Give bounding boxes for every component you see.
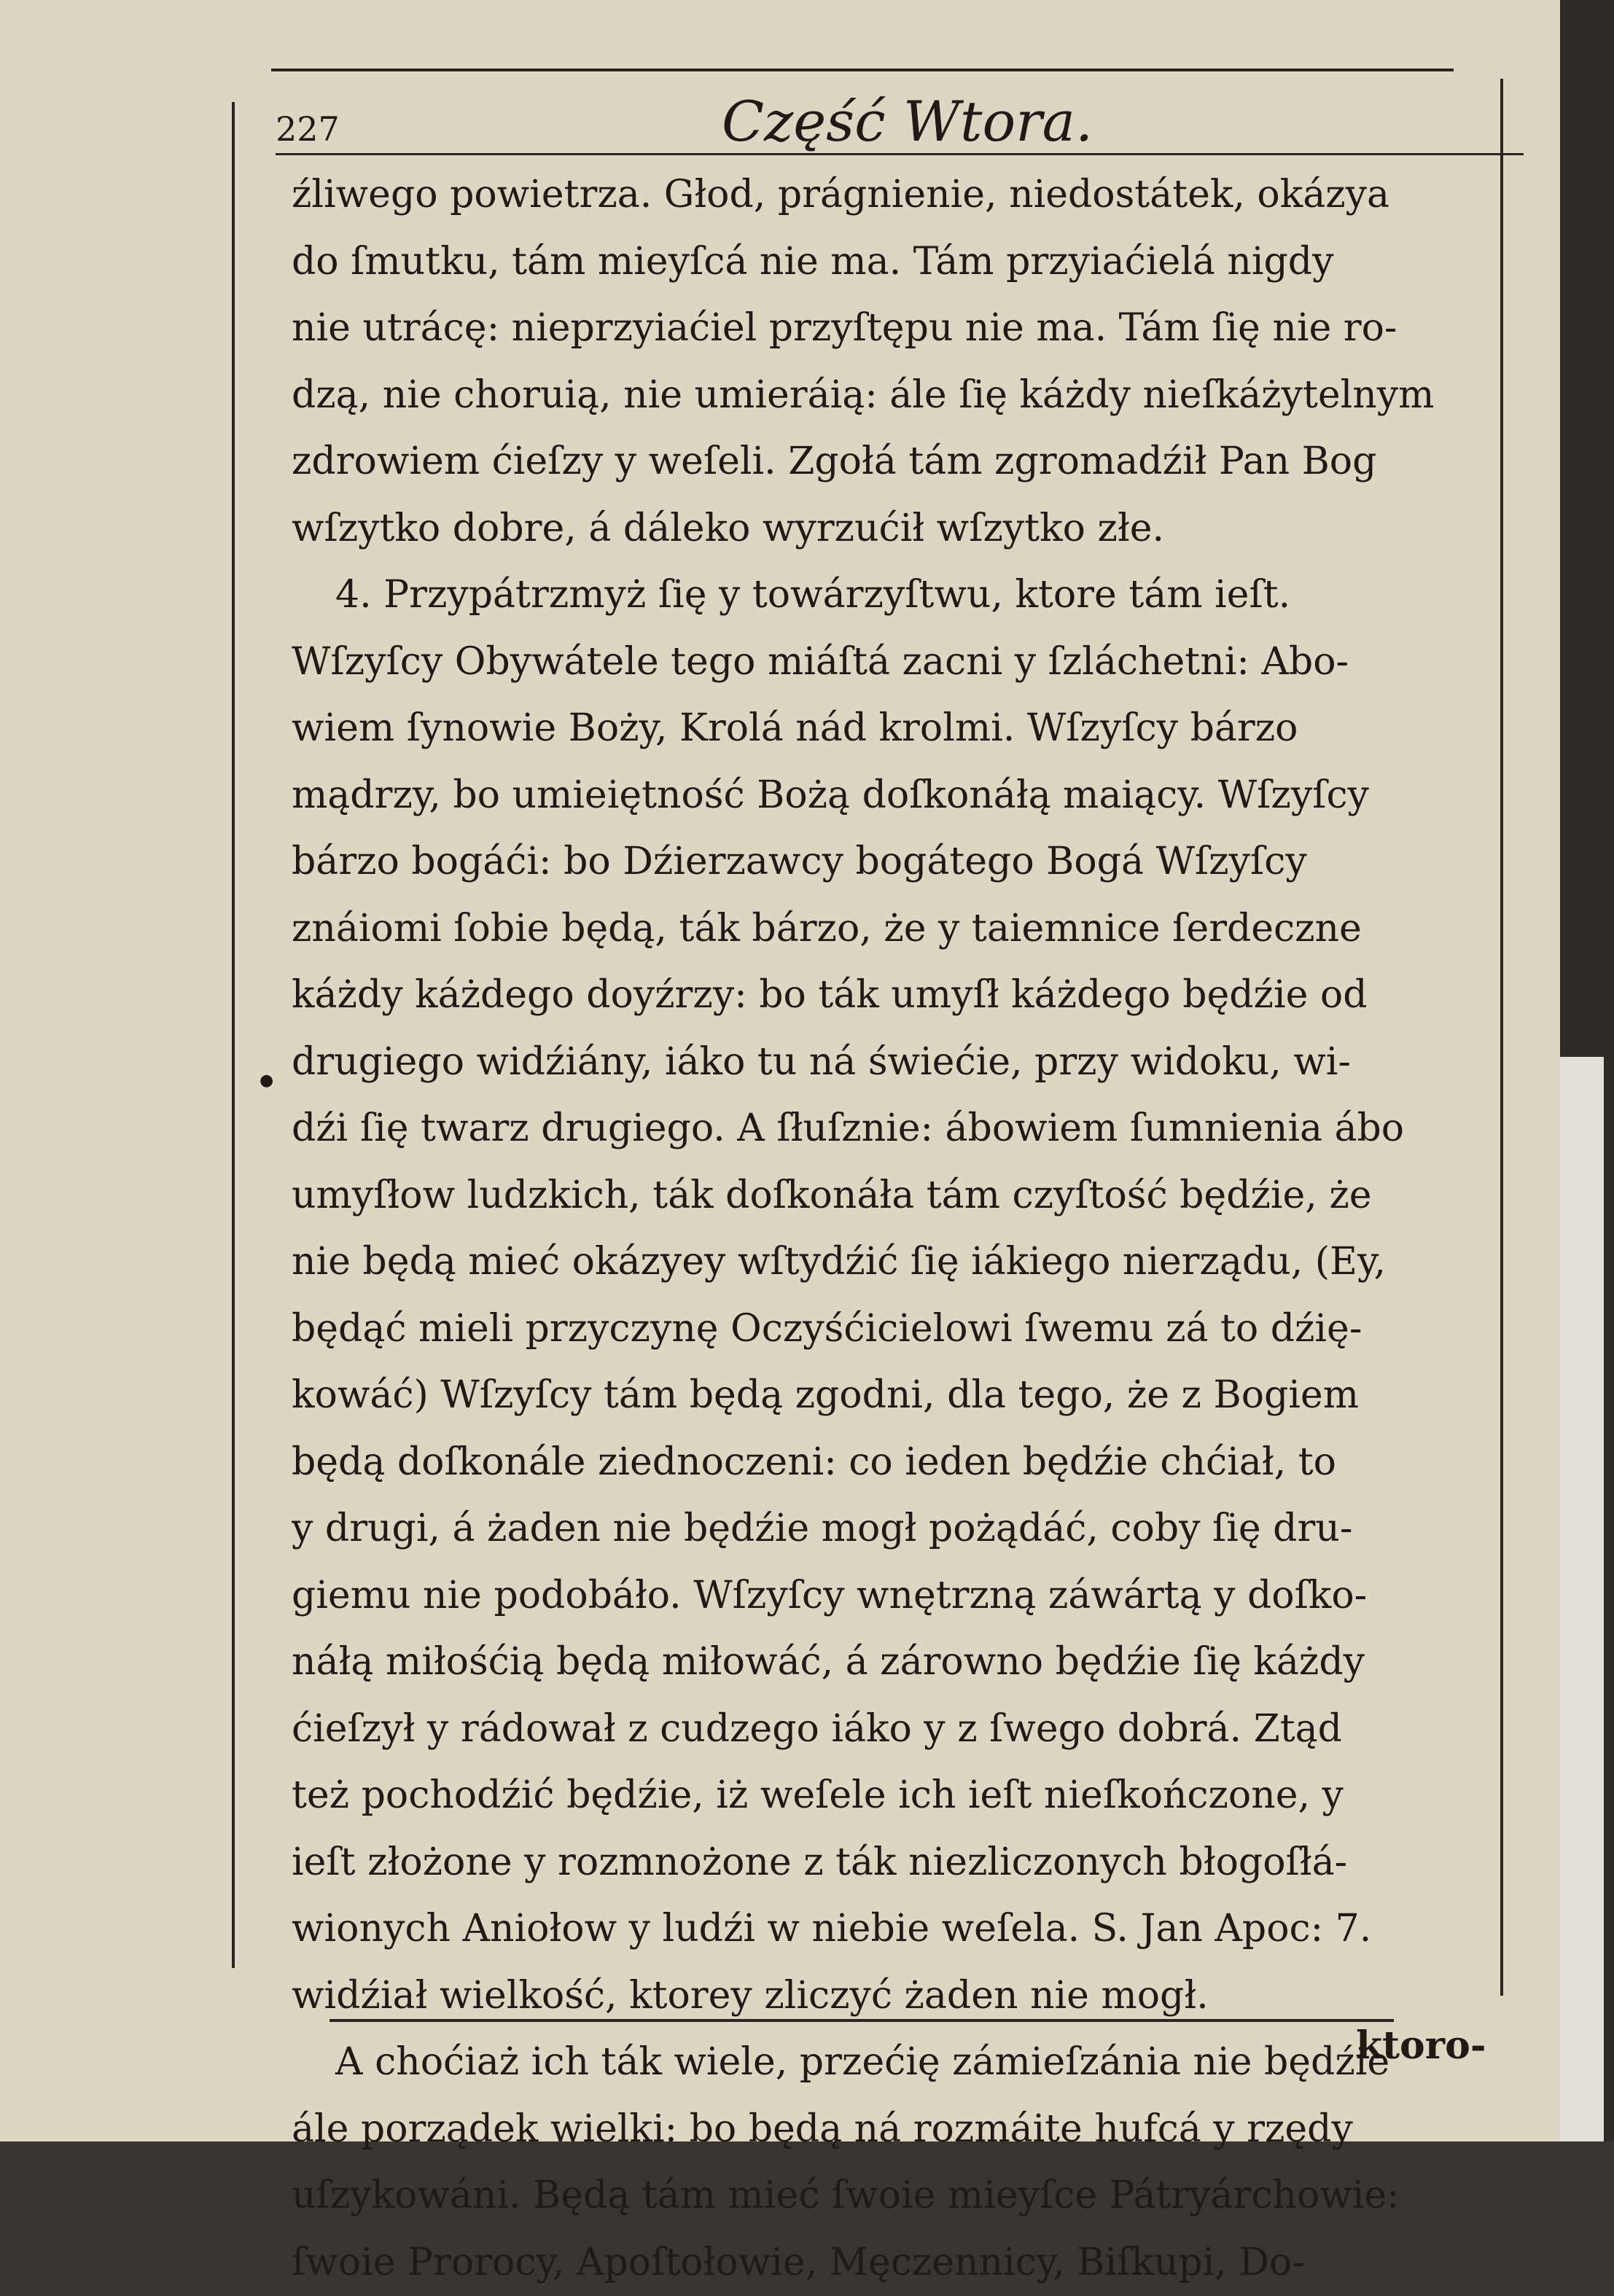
text-line: dźi ſię twarz drugiego. A ſłuſznie: ábowiem ſumnienia ábo (292, 1096, 1524, 1163)
text-line: giemu nie podobáło. Wſzyſcy wnętrzną záwártą y doſko- (292, 1563, 1524, 1630)
text-line: źliwego powietrza. Głod, prágnienie, niedostátek, okázya (292, 162, 1524, 229)
text-line: ſwoie Prorocy, Apoſtołowie, Męczennicy, Biſkupi, Do- (292, 2230, 1524, 2296)
margin-mark: ● (260, 1071, 273, 1090)
text-line: będąć mieli przyczynę Oczyśćicielowi ſwemu zá to dźię- (292, 1296, 1524, 1363)
text-line: ćieſzył y rádował z cudzego iáko y z ſwego dobrá. Ztąd (292, 1696, 1524, 1763)
text-line: bárzo bogáći: bo Dźierzawcy bogátego Bogá Wſzyſcy (292, 829, 1524, 896)
text-line: do ſmutku, tám mieyſcá nie ma. Tám przyiaćielá nigdy (292, 229, 1524, 296)
page-number: 227 (276, 109, 340, 149)
text-line: nie będą mieć okázyey wſtydźić ſię iákiego nierządu, (Ey, (292, 1229, 1524, 1296)
text-line: mądrzy, bo umieiętność Bożą doſkonáłą maiący. Wſzyſcy (292, 762, 1524, 829)
text-line: 4. Przypátrzmyż ſię y towárzyſtwu, ktore tám ieſt. (292, 562, 1524, 629)
catchword: ktoro- (1356, 2023, 1486, 2068)
text-line: wionych Aniołow y ludźi w niebie weſela. S. Jan Apoc: 7. (292, 1896, 1524, 1963)
text-line: drugiego widźiány, iáko tu ná świećie, przy widoku, wi- (292, 1029, 1524, 1096)
text-line: dzą, nie choruią, nie umieráią: ále ſię káżdy nieſkáżytelnym (292, 362, 1524, 429)
text-line: nie utrácę: nieprzyiaćiel przyſtępu nie ma. Tám ſię nie ro- (292, 295, 1524, 362)
running-head: Część Wtora. (722, 89, 1093, 154)
text-line: wiem ſynowie Boży, Krolá nád krolmi. Wſzyſcy bárzo (292, 695, 1524, 762)
text-line: káżdy káżdego doyźrzy: bo ták umyſł káżdego będźie od (292, 962, 1524, 1029)
text-line: zdrowiem ćieſzy y weſeli. Zgołá tám zgromadźił Pan Bog (292, 429, 1524, 496)
text-line: kowáć) Wſzyſcy tám będą zgodni, dla tego, że z Bogiem (292, 1362, 1524, 1429)
text-line: ieſt złożone y rozmnożone z ták niezliczonych błogoſłá- (292, 1830, 1524, 1897)
text-line: umyſłow ludzkich, ták doſkonáła tám czyſtość będźie, że (292, 1163, 1524, 1230)
text-line: wſzytko dobre, á dáleko wyrzućił wſzytko złe. (292, 496, 1524, 563)
body-text (292, 162, 1524, 2296)
next-page-edge (1560, 1057, 1604, 2141)
text-line: A choćiaż ich ták wiele, przećię zámieſzánia nie będźie (292, 2029, 1524, 2096)
text-line: Wſzyſcy Obywátele tego miáſtá zacni y ſzláchetni: Abo- (292, 629, 1524, 696)
text-line: będą doſkonále ziednoczeni: co ieden będźie chćiał, to (292, 1429, 1524, 1496)
text-line: uſzykowáni. Będą tám mieć ſwoie mieyſce Pátryárchowie: (292, 2163, 1524, 2230)
text-line: y drugi, á żaden nie będźie mogł pożądáć, coby ſię dru- (292, 1496, 1524, 1563)
top-rule (271, 69, 1454, 71)
text-line: náłą miłośćią będą miłowáć, á zárowno będźie ſię káżdy (292, 1629, 1524, 1696)
text-line: też pochodźić będźie, iż weſele ich ieſt nieſkończone, y (292, 1762, 1524, 1830)
text-line: znáiomi ſobie będą, ták bárzo, że y taiemnice ſerdeczne (292, 896, 1524, 963)
text-line: ále porządek wielki: bo będą ná rozmáite hufcá y rzędy (292, 2096, 1524, 2163)
left-border-rule (232, 102, 235, 1968)
text-line: widźiał wielkość, ktorey zliczyć żaden nie mogł. (292, 1963, 1524, 2030)
